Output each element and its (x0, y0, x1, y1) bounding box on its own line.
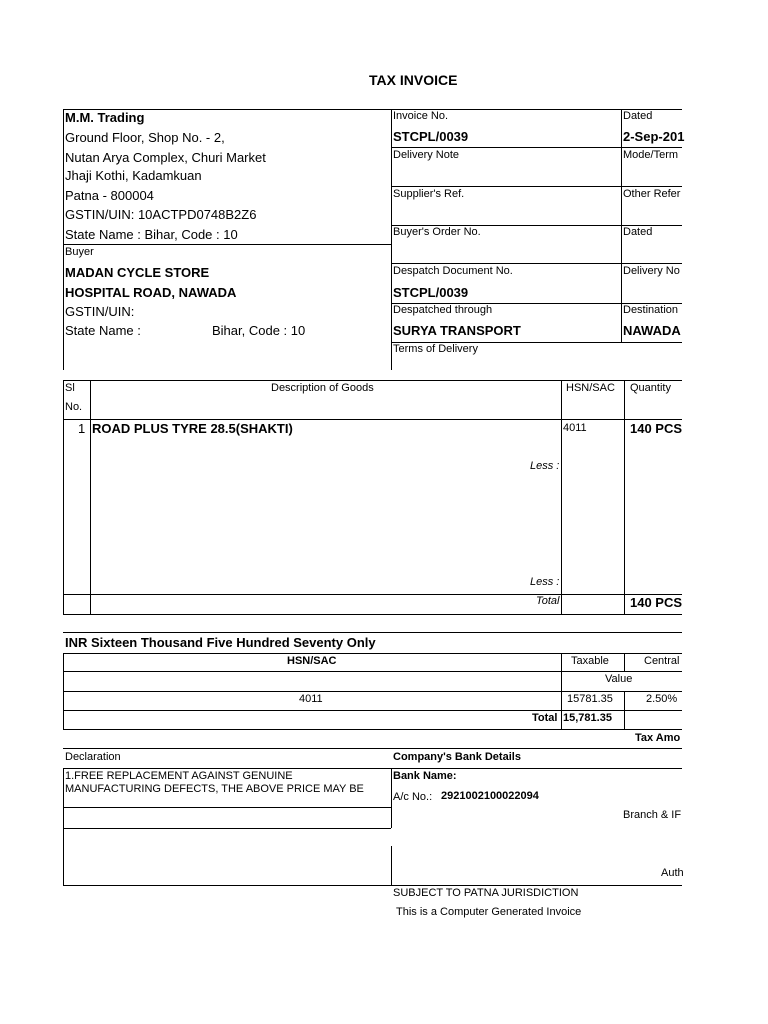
sl-header-2: No. (65, 401, 83, 413)
buyer-address: HOSPITAL ROAD, NAWADA (65, 285, 237, 300)
less-label: Less : (530, 576, 560, 588)
bank-name-label: Bank Name: (393, 770, 457, 782)
seller-gstin: GSTIN/UIN: 10ACTPD0748B2Z6 (65, 207, 257, 222)
row-sl: 1 (78, 421, 86, 436)
authorised-signatory-label: Auth (661, 867, 684, 879)
row-description: ROAD PLUS TYRE 28.5(SHAKTI) (92, 421, 293, 436)
buyer-state-value: Bihar, Code : 10 (212, 323, 306, 338)
buyer-gstin: GSTIN/UIN: (65, 304, 135, 319)
tax-amount-label: Tax Amo (635, 732, 681, 744)
buyers-order-label: Buyer's Order No. (393, 226, 481, 238)
seller-address-line: Ground Floor, Shop No. - 2, (65, 130, 225, 145)
tax-total-label: Total (532, 712, 558, 724)
page-title: TAX INVOICE (369, 72, 458, 88)
computer-generated-note: This is a Computer Generated Invoice (396, 906, 582, 918)
destination: NAWADA (623, 323, 681, 338)
amount-in-words: INR Sixteen Thousand Five Hundred Seventy Only (65, 635, 376, 650)
description-header: Description of Goods (271, 382, 374, 394)
invoice-no-label: Invoice No. (393, 110, 449, 122)
buyer-state-label: State Name : (65, 323, 141, 338)
account-no: 2921002100022094 (441, 790, 539, 802)
tax-hsn: 4011 (299, 693, 323, 705)
dated-label: Dated (623, 110, 653, 122)
taxable-value: 15781.35 (567, 693, 613, 705)
sl-header: Sl (65, 382, 75, 394)
tax-hsn-header: HSN/SAC (287, 655, 337, 667)
value-header: Value (605, 673, 633, 685)
declaration-line: MANUFACTURING DEFECTS, THE ABOVE PRICE MAY BE (65, 783, 364, 795)
order-dated-label: Dated (623, 226, 653, 238)
destination-label: Destination (623, 304, 679, 316)
terms-of-delivery-label: Terms of Delivery (393, 343, 478, 355)
bank-details-title: Company's Bank Details (393, 751, 521, 763)
seller-address-line: Nutan Arya Complex, Churi Market (65, 150, 266, 165)
branch-ifsc-label: Branch & IF (623, 809, 682, 821)
quantity-header: Quantity (630, 382, 671, 394)
less-label: Less : (530, 460, 560, 472)
delivery-note-label: Delivery Note (393, 149, 460, 161)
declaration-line: 1.FREE REPLACEMENT AGAINST GENUINE (65, 770, 293, 782)
mode-terms-label: Mode/Term (623, 149, 679, 161)
seller-address-line: Jhaji Kothi, Kadamkuan (65, 168, 202, 183)
despatch-doc-no: STCPL/0039 (393, 285, 469, 300)
buyer-label: Buyer (65, 246, 94, 258)
tax-total-value: 15,781.35 (563, 712, 612, 724)
tax-rate: 2.50% (646, 693, 678, 705)
invoice-date: 2-Sep-201 (623, 129, 685, 144)
other-ref-label: Other Refer (623, 188, 681, 200)
central-header: Central (644, 655, 680, 667)
declaration-label: Declaration (65, 751, 121, 763)
suppliers-ref-label: Supplier's Ref. (393, 188, 465, 200)
seller-name: M.M. Trading (65, 110, 145, 125)
despatch-doc-label: Despatch Document No. (393, 265, 513, 277)
seller-state: State Name : Bihar, Code : 10 (65, 227, 238, 242)
hsn-header: HSN/SAC (566, 382, 615, 394)
despatched-through: SURYA TRANSPORT (393, 323, 521, 338)
invoice-no: STCPL/0039 (393, 129, 469, 144)
row-quantity: 140 PCS (630, 421, 683, 436)
buyer-name: MADAN CYCLE STORE (65, 265, 210, 280)
taxable-header: Taxable (571, 655, 609, 667)
account-no-label: A/c No.: (393, 791, 433, 803)
jurisdiction-note: SUBJECT TO PATNA JURISDICTION (393, 887, 579, 899)
despatched-through-label: Despatched through (393, 304, 493, 316)
total-quantity: 140 PCS (630, 595, 683, 610)
delivery-note-date-label: Delivery No (623, 265, 680, 277)
row-hsn: 4011 (563, 422, 587, 434)
seller-address-line: Patna - 800004 (65, 188, 154, 203)
total-label: Total (536, 595, 560, 607)
